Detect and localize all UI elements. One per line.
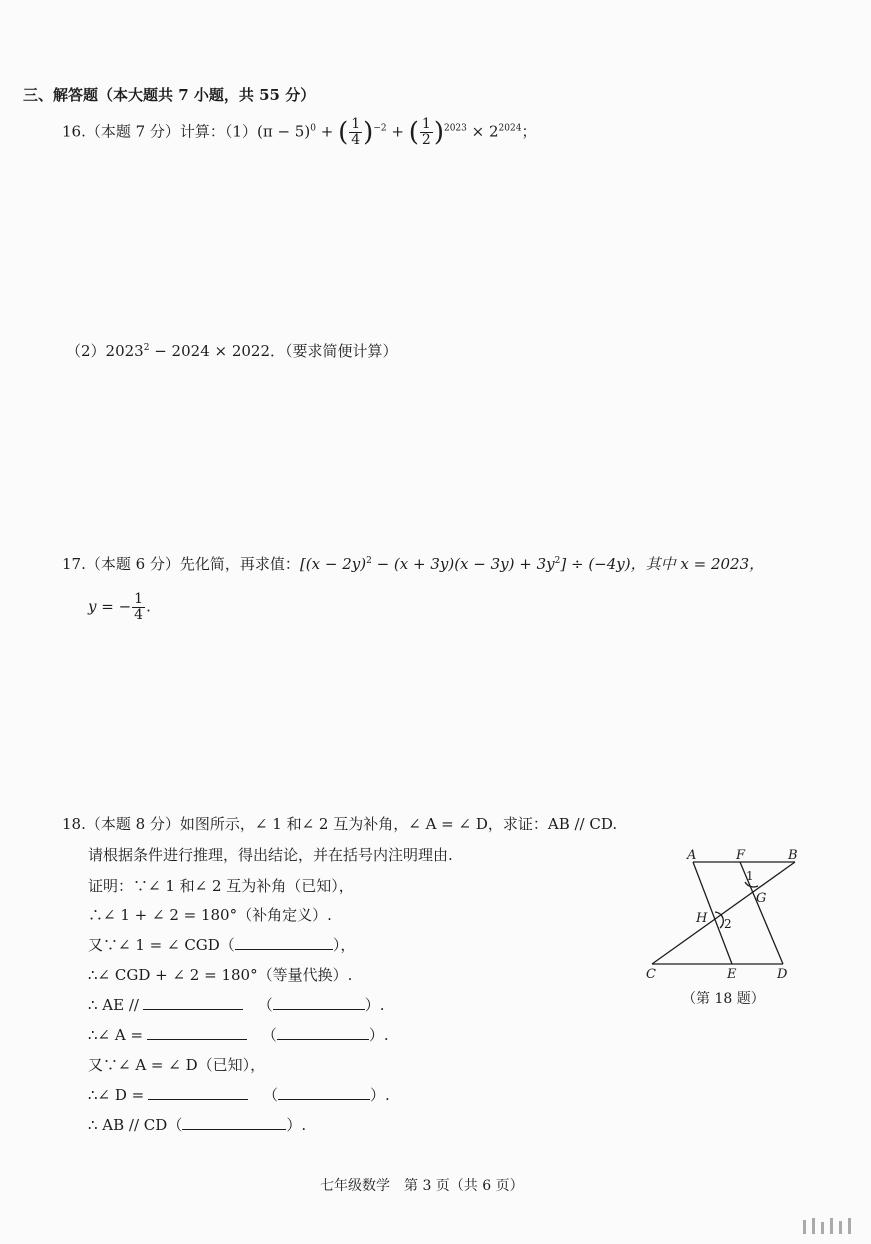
geometry-figure xyxy=(640,840,820,980)
fraction-one-quarter: $\frac{1}{4}$ xyxy=(351,116,361,148)
point-c-label: C xyxy=(646,967,656,980)
proof-line-4: ∴∠ CGD + ∠ 2 = 180°（等量代换）. xyxy=(88,966,353,984)
point-e-label: E xyxy=(727,967,737,980)
point-d-label: D xyxy=(777,967,788,980)
point-g-label: G xyxy=(756,891,767,906)
angle-2-label: 2 xyxy=(724,917,732,931)
question-16-part1: 16.（本题 7 分）计算：$(1)(\pi - 5)^0$ + ( $\frac{1}{4}$ )$^{-2}$ + ( $\frac{1}{2}$ )$^{2023} \times 2^{2024}$； xyxy=(62,116,537,148)
question-16-part2: $(2)2023^2 - 2024 \times 2022$．（要求简便计算） xyxy=(66,342,398,360)
section-heading: 三、解答题（本大题共 7 小题，共 55 分） xyxy=(23,86,316,104)
answer-blank[interactable] xyxy=(277,1025,369,1040)
figure-caption: （第 18 题） xyxy=(682,991,765,1007)
q16-label: 16.（本题 7 分）计算：（1） xyxy=(62,122,257,141)
answer-blank[interactable] xyxy=(143,995,243,1010)
question-18-label: 18.（本题 8 分）如图所示，∠ 1 和∠ 2 互为补角，∠ A = ∠ D，求证：AB // CD. xyxy=(62,815,618,833)
answer-blank[interactable] xyxy=(148,1085,248,1100)
question-18-instruction: 请根据条件进行推理，得出结论，并在括号内注明理由. xyxy=(88,846,453,864)
point-f-label: F xyxy=(736,848,746,863)
proof-line-8: ∴∠ D = （ ）. xyxy=(88,1086,390,1104)
proof-line-6: ∴∠ A = （ ）. xyxy=(88,1026,389,1044)
answer-blank[interactable] xyxy=(273,995,365,1010)
answer-blank[interactable] xyxy=(182,1115,286,1130)
question-17: 17.（本题 6 分）先化简，再求值：$[(x - 2y)^2 - (x + 3y)(x - 3y) + 3y^2] \div (-4y)$，其中 x = 2023， xyxy=(62,555,765,573)
proof-line-1: 证明：∵∠ 1 和∠ 2 互为补角（已知）， xyxy=(88,877,354,895)
point-b-label: B xyxy=(788,848,798,863)
question-17-y-value: y = − $\frac{1}{4}$ . xyxy=(88,591,151,623)
fraction-one-quarter: $\frac{1}{4}$ xyxy=(134,591,144,623)
angle-1-label: 1 xyxy=(746,869,754,883)
answer-blank[interactable] xyxy=(235,935,333,950)
proof-line-7: 又∵∠ A = ∠ D（已知）， xyxy=(88,1056,266,1074)
page-footer: 七年级数学 第 3 页（共 6 页） xyxy=(320,1178,524,1194)
line-cb xyxy=(652,862,795,964)
point-a-label: A xyxy=(687,848,697,863)
proof-line-3: 又∵∠ 1 = ∠ CGD（ ）， xyxy=(88,936,356,954)
answer-blank[interactable] xyxy=(278,1085,370,1100)
watermark-logo xyxy=(803,1218,851,1234)
proof-line-5: ∴ AE // （ ）. xyxy=(88,996,385,1014)
fraction-one-half: $\frac{1}{2}$ xyxy=(421,116,431,148)
answer-blank[interactable] xyxy=(147,1025,247,1040)
proof-line-2: ∴∠ 1 + ∠ 2 = 180°（补角定义）. xyxy=(88,906,332,924)
point-h-label: H xyxy=(696,911,708,926)
proof-line-9: ∴ AB // CD（ ）. xyxy=(88,1116,307,1134)
